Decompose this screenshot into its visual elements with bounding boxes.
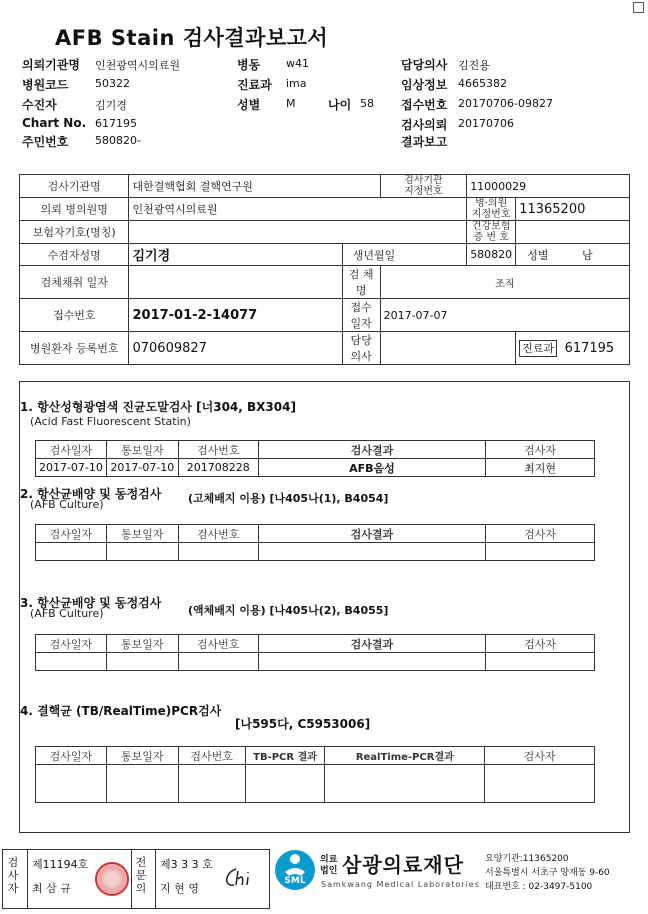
header-label: 진료과 bbox=[237, 78, 272, 92]
th-tester: 검사자 bbox=[486, 441, 595, 459]
req-label: 의뢰 병의원명 bbox=[20, 198, 129, 221]
th-tester: 검사자 bbox=[485, 747, 595, 765]
header-label: 담당의사 bbox=[401, 58, 448, 72]
th-result: 검사결과 bbox=[258, 525, 486, 543]
cell-notice-date: 2017-07-10 bbox=[106, 459, 178, 477]
req-no-label: 병·의원 지정번호 bbox=[467, 198, 516, 221]
brand-name: 삼광의료재단 bbox=[342, 853, 464, 877]
report-title: AFB Stain 검사결과보고서 bbox=[55, 26, 329, 50]
header-label: 접수번호 bbox=[401, 98, 448, 112]
cell-test-date: 2017-07-10 bbox=[36, 459, 107, 477]
header-label: 의뢰기관명 bbox=[22, 58, 80, 72]
header-value: 20170706-09827 bbox=[458, 97, 553, 110]
table-row bbox=[36, 543, 595, 561]
header-value: 580820- bbox=[95, 134, 141, 147]
th-tb-pcr: TB-PCR 결과 bbox=[245, 747, 325, 765]
header-label: 결과보고 bbox=[401, 135, 448, 149]
reg-date-label: 접수일자 bbox=[342, 299, 380, 332]
specimen-label: 검 체 명 bbox=[342, 266, 380, 299]
header-value: 50322 bbox=[95, 77, 130, 90]
section-3-table bbox=[35, 634, 595, 671]
specialist-no: 제3 3 3 호 bbox=[160, 858, 213, 871]
doctor-label: 담당의사 bbox=[342, 332, 380, 365]
header-value: 김기경 bbox=[95, 99, 127, 112]
header-label: 수진자 bbox=[22, 98, 57, 112]
header-value: M bbox=[286, 97, 296, 110]
section-4-title: 4. 결핵균 (TB/RealTime)PCR검사 bbox=[20, 704, 222, 718]
addr-3: 대표번호 : 02-3497-5100 bbox=[485, 882, 593, 892]
birth-label: 생년월일 bbox=[342, 244, 466, 266]
sample-date-label: 검체채취 일자 bbox=[20, 266, 129, 299]
header-value: 김진용 bbox=[458, 59, 490, 72]
header-value: 20170706 bbox=[458, 117, 514, 130]
health-value bbox=[516, 221, 630, 244]
sex-label: 성별 bbox=[527, 248, 549, 262]
specialist-name: 지 현 영 bbox=[160, 882, 199, 895]
th-notice-date: 통보일자 bbox=[106, 441, 178, 459]
logo-figure-icon bbox=[275, 850, 315, 890]
section-3-title: 3. 항산균배양 및 동정검사 bbox=[20, 596, 162, 610]
th-notice-date: 통보일자 bbox=[106, 635, 178, 653]
health-label: 건강보험 증 번 호 bbox=[467, 221, 516, 244]
req-no-value: 11365200 bbox=[516, 198, 630, 221]
th-notice-date: 통보일자 bbox=[106, 747, 178, 765]
section-4-code: [나595다, C5953006] bbox=[235, 717, 371, 731]
section-2-title: 2. 항산균배양 및 동정검사 bbox=[20, 487, 162, 501]
header-label: Chart No. bbox=[22, 116, 87, 130]
inst-label: 검사기관명 bbox=[20, 175, 129, 198]
sex-value: 남 bbox=[581, 248, 593, 262]
patient-info-table bbox=[19, 174, 630, 365]
header-value: 4665382 bbox=[458, 77, 507, 90]
name-value: 김기경 bbox=[129, 244, 342, 266]
pid-label: 병원환자 등록번호 bbox=[20, 332, 129, 365]
th-tester: 검사자 bbox=[486, 635, 595, 653]
th-test-date: 검사일자 bbox=[36, 635, 107, 653]
sample-date-value bbox=[129, 266, 342, 299]
inst-no-value: 11000029 bbox=[467, 175, 630, 198]
section-4-table bbox=[35, 746, 595, 803]
sex-cell bbox=[516, 244, 630, 266]
section-1-table bbox=[35, 440, 595, 477]
specialist-label: 전 문 의 bbox=[135, 856, 147, 895]
cell-tester: 최지현 bbox=[486, 459, 595, 477]
table-row bbox=[36, 765, 595, 803]
th-test-date: 검사일자 bbox=[36, 747, 107, 765]
table-row bbox=[36, 653, 595, 671]
dept-value: 617195 bbox=[564, 341, 615, 356]
cell-result: AFB음성 bbox=[258, 459, 485, 477]
addr-2: 서울특별시 서초구 양재동 9-60 bbox=[485, 868, 610, 878]
ins-label: 보험자기호(명칭) bbox=[20, 221, 129, 244]
reg-value: 2017-01-2-14077 bbox=[129, 299, 342, 332]
th-result: 검사결과 bbox=[258, 635, 486, 653]
req-value: 인천광역시의료원 bbox=[129, 198, 467, 221]
pid-value: 070609827 bbox=[129, 332, 342, 365]
header-value: w41 bbox=[286, 57, 309, 70]
inst-value: 대한결핵협회 결핵연구원 bbox=[129, 175, 380, 198]
section-3-sub: (AFB Culture) bbox=[30, 607, 104, 620]
ins-value bbox=[129, 221, 467, 244]
logo-text: SML bbox=[284, 876, 306, 886]
cell-test-no: 201708228 bbox=[178, 459, 258, 477]
table-row bbox=[36, 459, 595, 477]
specimen-value: 조직 bbox=[380, 266, 629, 299]
header-value: 617195 bbox=[95, 117, 137, 130]
section-3-code: (액체배지 이용) [나405나(2), B4055] bbox=[188, 604, 389, 617]
header-label: 임상정보 bbox=[401, 78, 448, 92]
doctor-value bbox=[380, 332, 516, 365]
header-value: ima bbox=[286, 77, 307, 90]
th-test-date: 검사일자 bbox=[36, 441, 107, 459]
dept-label: 진료과 bbox=[519, 340, 557, 357]
sml-logo bbox=[275, 850, 315, 890]
th-test-no: 검사번호 bbox=[178, 747, 245, 765]
brand-en: Samkwang Medical Laboratories bbox=[321, 880, 480, 889]
corp-label-2: 법인 bbox=[320, 866, 338, 876]
th-test-no: 검사번호 bbox=[178, 525, 258, 543]
section-2-code: (고체배지 이용) [나405나(1), B4054] bbox=[188, 492, 389, 505]
inspector-label: 검 사 자 bbox=[7, 856, 19, 895]
section-2-table bbox=[35, 524, 595, 561]
header-label: 나이 bbox=[328, 98, 352, 112]
header-value: 58 bbox=[360, 97, 374, 110]
reg-label: 접수번호 bbox=[20, 299, 129, 332]
birth-value: 580820 bbox=[467, 244, 516, 266]
th-realtime-pcr: RealTime-PCR결과 bbox=[325, 747, 485, 765]
inspector-seal bbox=[95, 862, 129, 896]
th-test-no: 검사번호 bbox=[178, 635, 258, 653]
reg-date-value: 2017-07-07 bbox=[380, 299, 629, 332]
header-label: 검사의뢰 bbox=[401, 118, 448, 132]
inst-no-label: 검사기관 지정번호 bbox=[380, 175, 467, 198]
window-corner-box bbox=[633, 2, 644, 13]
th-notice-date: 통보일자 bbox=[106, 525, 178, 543]
inspector-name: 최 삼 규 bbox=[32, 882, 71, 895]
corp-label-1: 의료 bbox=[320, 855, 338, 865]
specialist-signature bbox=[222, 865, 256, 891]
header-label: 성별 bbox=[237, 98, 261, 112]
dept-cell bbox=[516, 332, 630, 365]
section-2-sub: (AFB Culture) bbox=[30, 498, 104, 511]
inspector-no: 제11194호 bbox=[32, 858, 89, 871]
header-value: 인천광역시의료원 bbox=[95, 59, 181, 72]
header-label: 병동 bbox=[237, 58, 261, 72]
th-tester: 검사자 bbox=[486, 525, 595, 543]
header-label: 주민번호 bbox=[22, 135, 69, 149]
header-label: 병원코드 bbox=[22, 78, 69, 92]
section-1-title: 1. 항산성형광염색 진균도말검사 [너304, BX304] bbox=[20, 400, 296, 414]
name-label: 수검자성명 bbox=[20, 244, 129, 266]
th-test-no: 검사번호 bbox=[178, 441, 258, 459]
th-test-date: 검사일자 bbox=[36, 525, 107, 543]
section-1-sub: (Acid Fast Fluorescent Statin) bbox=[30, 415, 191, 428]
addr-1: 요양기관:11365200 bbox=[485, 854, 569, 864]
th-result: 검사결과 bbox=[258, 441, 485, 459]
